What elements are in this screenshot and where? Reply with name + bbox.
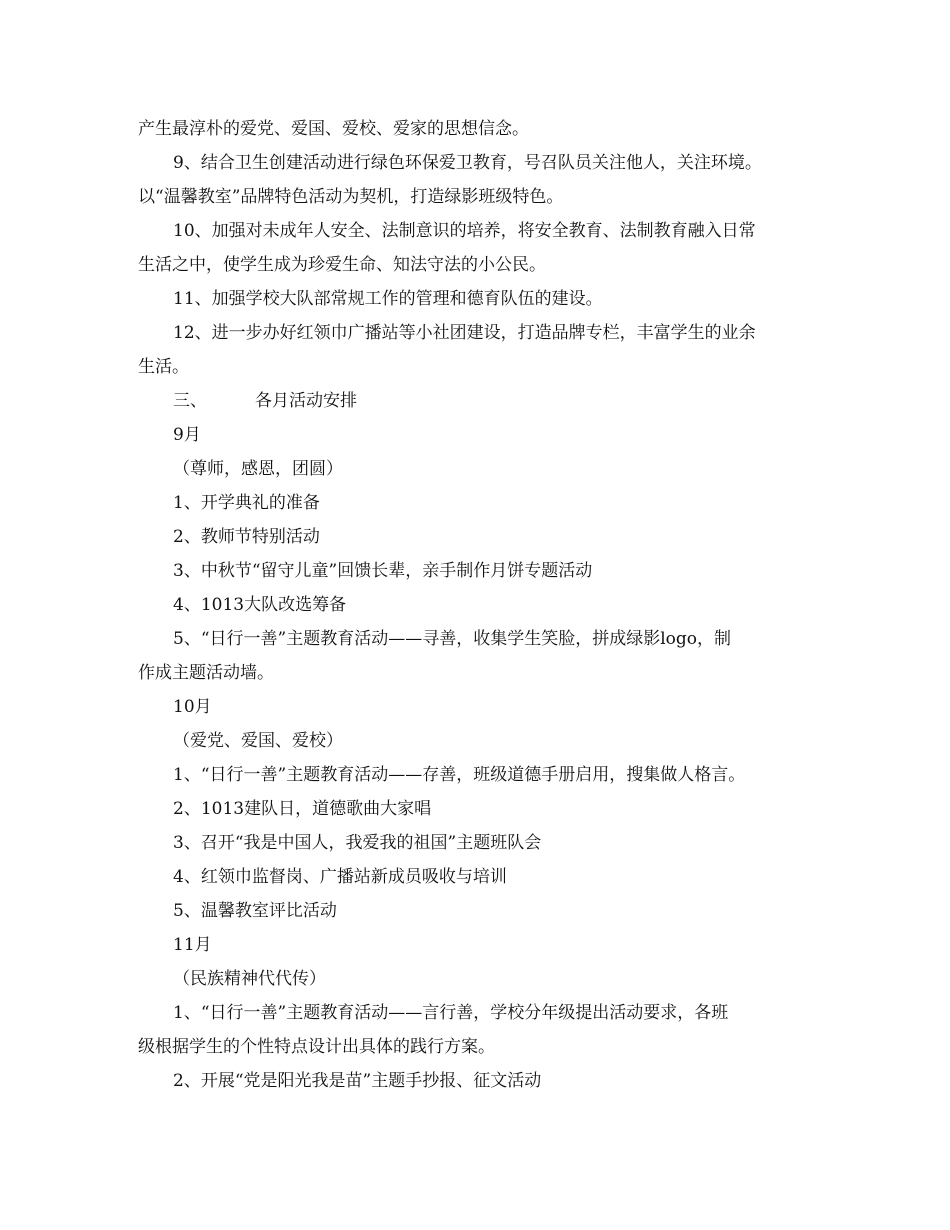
paragraph-line: 9月: [173, 425, 201, 445]
section-heading: [138, 384, 818, 418]
paragraph-line: 4、1013大队改选筹备: [173, 595, 347, 615]
paragraph-line: （爱党、爱国、爱校）: [173, 731, 343, 751]
paragraph-line: 以“温馨教室”品牌特色活动为契机，打造绿影班级特色。: [138, 187, 564, 207]
section-number: 三、: [173, 391, 207, 411]
paragraph-line: 11月: [173, 935, 212, 955]
paragraph-line: 11、加强学校大队部常规工作的管理和德育队伍的建设。: [173, 289, 603, 309]
paragraph-line: （尊师，感恩，团圆）: [173, 459, 343, 479]
section-title: 各月活动安排: [255, 391, 357, 411]
paragraph-line: 5、温馨教室评比活动: [173, 901, 337, 921]
paragraph-line: 9、结合卫生创建活动进行绿色环保爱卫教育，号召队员关注他人，关注环境。: [173, 153, 762, 173]
paragraph-line: 生活之中，使学生成为珍爱生命、知法守法的小公民。: [138, 255, 546, 275]
paragraph-line: 2、1013建队日，道德歌曲大家唱: [173, 799, 432, 819]
paragraph-line: 1、“日行一善”主题教育活动——言行善，学校分年级提出活动要求，各班: [173, 1003, 729, 1023]
intro-paragraphs: [138, 112, 818, 384]
paragraph-line: 3、中秋节“留守儿童”回馈长辈，亲手制作月饼专题活动: [173, 561, 593, 581]
paragraph-line: 5、“日行一善”主题教育活动——寻善，收集学生笑脸，拼成绿影logo，制: [173, 629, 731, 649]
paragraph-line: 2、教师节特别活动: [173, 527, 320, 547]
paragraph-line: 生活。: [138, 357, 189, 377]
paragraph-line: 4、红领巾监督岗、广播站新成员吸收与培训: [173, 867, 507, 887]
paragraph-line: 1、开学典礼的准备: [173, 493, 320, 513]
document-body: [138, 112, 818, 1098]
paragraph-line: （民族精神代代传）: [173, 969, 326, 989]
paragraph-line: 10月: [173, 697, 212, 717]
paragraph-line: 3、召开“我是中国人，我爱我的祖国”主题班队会: [173, 833, 542, 853]
paragraph-line: 作成主题活动墙。: [138, 663, 274, 683]
monthly-schedule: [138, 418, 818, 1098]
paragraph-line: 12、进一步办好红领巾广播站等小社团建设，打造品牌专栏，丰富学生的业余: [173, 323, 756, 343]
paragraph-line: 产生最淳朴的爱党、爱国、爱校、爱家的思想信念。: [138, 119, 529, 139]
paragraph-line: 2、开展“党是阳光我是苗”主题手抄报、征文活动: [173, 1071, 542, 1091]
paragraph-line: 1、“日行一善”主题教育活动——存善，班级道德手册启用，搜集做人格言。: [173, 765, 746, 785]
paragraph-line: 10、加强对未成年人安全、法制意识的培养，将安全教育、法制教育融入日常: [173, 221, 756, 241]
paragraph-line: 级根据学生的个性特点设计出具体的践行方案。: [138, 1037, 495, 1057]
